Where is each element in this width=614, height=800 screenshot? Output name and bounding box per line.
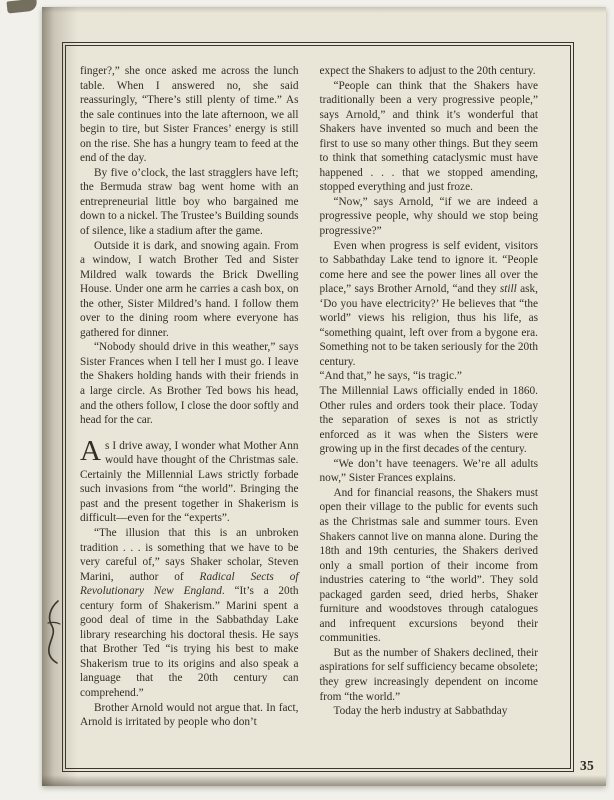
right-column [320, 64, 539, 730]
paragraph [80, 526, 299, 701]
paragraph [320, 486, 539, 646]
text-run: And for financial reasons, the Shakers must open their village to the public for events such as the Christmas sale and summer tours. Even Shakers cannot live on manna alone. During the 18th and 19th centuries, the Shakers derived only a small portion of their income from industries catering to “the world”. They sold packaged garden seed, dried herbs, Shaker furniture and woodstoves through catalogues and infrequent excursions beyond their communities. [319, 486, 538, 645]
text-run: “Nobody should drive in this weather,” says Sister Frances when I tell her I must go. I leave the Shakers holding hands with their friends in a large circle. As Brother Ted bows his head, and the others follow, I close the door softly and head for the car. [80, 341, 299, 427]
paragraph [320, 384, 539, 457]
drop-cap: A [80, 434, 101, 467]
paragraph [320, 64, 539, 79]
page-number: 35 [580, 758, 595, 773]
text-run: Today the herb industry at Sabbathday [333, 705, 508, 718]
text-run: “Now,” says Arnold, “if we are indeed a progressive people, why should we stop being progressive?” [319, 195, 538, 238]
paragraph [320, 79, 539, 195]
paragraph [320, 195, 539, 239]
page-top-shadow [42, 7, 606, 13]
text-run: Brother Arnold would not argue that. In fact, Arnold is irritated by people who don’t [80, 701, 299, 729]
article-body [80, 64, 538, 730]
text-run: Radical Sects of Revolutionary New England [80, 570, 299, 598]
text-run: expect the Shakers to adjust to the 20th century. [319, 65, 536, 77]
scan-artifact-mark [6, 0, 37, 14]
paragraph [80, 434, 299, 526]
paragraph [80, 340, 299, 427]
text-run: ask, ‘Do you have electricity?’ He believes that “the world” views his religion, thus his life, as “something quaint, left over from a bygone era. Something not to be taken seriously for the 20th century. [319, 283, 538, 368]
text-run: But as the number of Shakers declined, their aspirations for self sufficiency became obsolete; they grew increasingly dependent on income from “the world.” [319, 646, 538, 703]
text-run: s I drive away, I wonder what Mother Ann would have thought of the Christmas sale. Certainly the Millennial Laws strictly forbade such invasions from “the world”. Bringing the past and the present together in Shakerism is difficult—even for the “experts”. [80, 439, 299, 525]
paragraph [320, 704, 539, 719]
paragraph [80, 64, 299, 166]
text-run: still [499, 283, 517, 296]
text-run: “We don’t have teenagers. We’re all adults now,” Sister Frances explains. [319, 457, 538, 485]
text-run: By five o’clock, the last stragglers have left; the Bermuda straw bag went home with an entrepreneurial little boy who bargained me down to a nickel. The Trustee’s Building sounds of silence, like a stadium after the game. [80, 166, 299, 238]
left-column [80, 64, 299, 730]
text-run: . “It’s a 20th century form of Shakerism.” Marini spent a good deal of time in the Sabbathday Lake library researching his doctoral thesis. He says that Brother Ted “is trying his best to make Shakerism true to its origins and also speak a language that the 20th century can comprehend.” [80, 585, 299, 699]
paragraph [320, 369, 539, 384]
paragraph [320, 646, 539, 704]
text-run: finger?,” she once asked me across the lunch table. When I answered no, she said reassuringly, “There’s still plenty of time.” As the sale continues into the late afternoon, we all begin to tire, but Sister Frances’ energy is still on the rise. She has a hungry team to feed at the end of the day. [80, 65, 299, 165]
handwritten-margin-ink-mark [43, 599, 65, 665]
text-run: “And that,” he says, “is tragic.” [319, 370, 462, 383]
paragraph [80, 239, 299, 341]
paragraph [80, 166, 299, 239]
text-run: “People can think that the Shakers have traditionally been a very progressive people,” says Arnold,” and think it’s wonderful that Shakers have invented so much and been the first to use so many other things. But they seem to think that something cataclysmic must have happened . . . that we stopped amending, stopped everything and just froze. [319, 79, 538, 194]
paragraph [320, 239, 539, 370]
text-run: Even when progress is self evident, visitors to Sabbathday Lake tend to ignore it. “People come here and see the power lines all over the place,” says Brother Arnold, “and they [319, 239, 538, 296]
text-run: Outside it is dark, and snowing again. From a window, I watch Brother Ted and Sister Mildred walk towards the Brick Dwelling House. Under one arm he carries a cash box, on the other, Sister Mildred’s hand. I follow them over to the dining room where everyone has gathered for dinner. [80, 239, 299, 339]
magazine-page [42, 7, 606, 786]
text-run: “The illusion that this is an unbroken tradition . . . is something that we have to be very careful of,” says Shaker scholar, Steven Marini, author of [80, 526, 299, 583]
text-run: The Millennial Laws officially ended in 1860. Other rules and orders took their place. Today the separation of sexes is not as strictly enforced as it was when the Sisters were growing up in the first decades of the century. [319, 385, 538, 456]
paragraph [320, 457, 539, 486]
paragraph [80, 701, 299, 730]
